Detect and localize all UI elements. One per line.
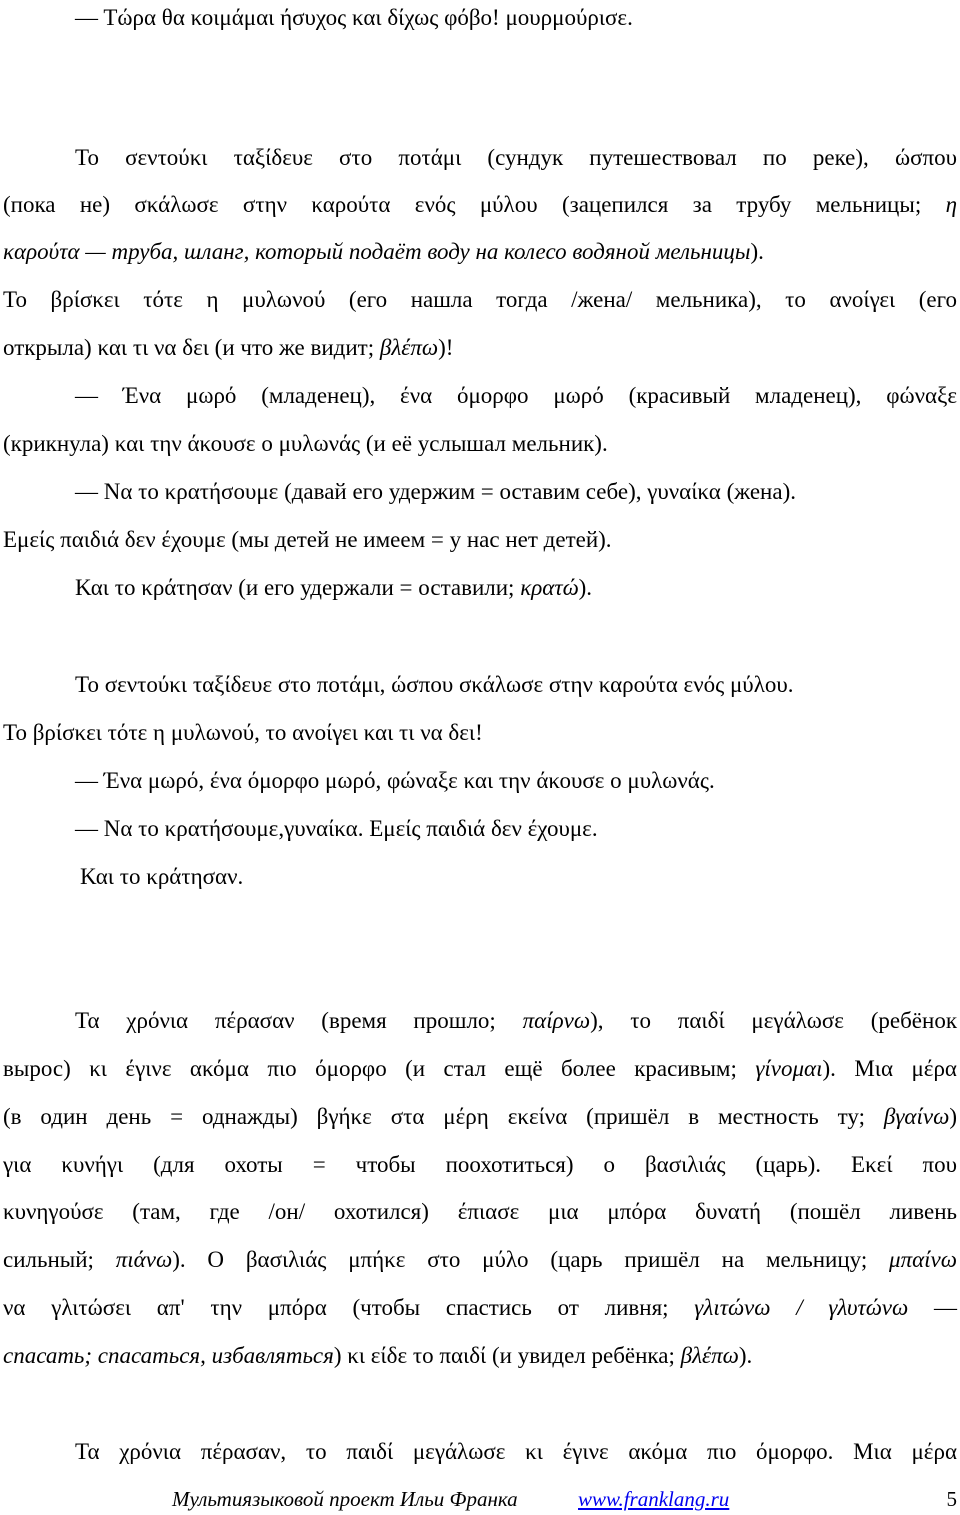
text-line bbox=[3, 190, 957, 220]
text-line bbox=[3, 1054, 957, 1084]
text-line: για κυνήγι (для охоты = чтобы поохотиться) ο βασιλιάς (царь). Εκεί που bbox=[3, 1152, 957, 1177]
project-name: Мультиязыковой проект Ильи Франка bbox=[172, 1487, 518, 1511]
italic-run: πιάνω bbox=[115, 1247, 173, 1272]
text-run: ). bbox=[750, 239, 764, 264]
text-line: Το βρίσκει τότε η μυλωνού, το ανοίγει και τι να δει! bbox=[3, 720, 483, 745]
text-run: вырос) κι έγινε ακόμα πιο όμορφο (и стал ещё более красивым; bbox=[3, 1056, 756, 1081]
text-run: ). Μια μέρα bbox=[822, 1056, 957, 1081]
italic-run: βγαίνω bbox=[883, 1104, 950, 1129]
text-line: — Τώρα θα κοιμάμαι ήσυχος και δίχως φόβο! μουρμούρισε. bbox=[75, 5, 633, 30]
text-run: ) bbox=[949, 1104, 957, 1129]
text-run: Τα χρόνια πέρασαν (время прошло; bbox=[75, 1008, 523, 1033]
text-run: )! bbox=[438, 335, 454, 360]
page-number: 5 bbox=[946, 1487, 957, 1511]
italic-run: спасать; спасаться, избавляться bbox=[3, 1343, 334, 1368]
text-run: (в один день = однажды) βγήκε στα μέρη εκείνα (пришёл в местность ту; bbox=[3, 1104, 884, 1129]
website-link[interactable]: www.franklang.ru bbox=[578, 1487, 730, 1511]
italic-run: γλιτώνω / γλυτώνω bbox=[694, 1295, 909, 1320]
italic-run: καρούτα — труба, шланг, который подаёт воду на колесо водяной мельницы bbox=[3, 239, 751, 264]
text-line bbox=[3, 1102, 957, 1132]
text-run: сильный; bbox=[3, 1247, 116, 1272]
text-line: — Ένα μωρό, ένα όμορφο μωρό, φώναξε και την άκουσε ο μυλωνάς. bbox=[75, 768, 715, 793]
text-run: ). bbox=[738, 1343, 753, 1368]
text-run: ). bbox=[578, 575, 593, 600]
italic-run: βλέπω bbox=[379, 335, 439, 360]
text-line bbox=[3, 1293, 957, 1323]
text-line: κυνηγούσε (там, где /он/ охотился) έπιασε μια μπόρα δυνατή (пошёл ливень bbox=[3, 1199, 957, 1224]
page-footer bbox=[0, 1485, 960, 1515]
text-line: Το βρίσκει τότε η μυλωνού (его нашла тогда /жена/ мельника), το ανοίγει (его bbox=[3, 287, 957, 312]
text-line: Το σεντούκι ταξίδευε στο ποτάμι (сундук путешествовал по реке), ώσπου bbox=[75, 145, 957, 170]
text-line: — Ένα μωρό (младенец), ένα όμορφο μωρό (красивый младенец), φώναξε bbox=[75, 383, 957, 408]
italic-run: η bbox=[945, 192, 957, 217]
text-run: ) κι είδε το παιδί (и увидел ребёнка; bbox=[333, 1343, 681, 1368]
text-line: (крикнула) και την άκουσε ο μυλωνάς (и её услышал мельник). bbox=[3, 431, 608, 456]
text-line bbox=[3, 1341, 957, 1371]
text-run: ), το παιδί μεγάλωσε (ребёнок bbox=[590, 1008, 958, 1033]
text-line: Και το κράτησαν. bbox=[80, 864, 244, 889]
text-line: Τα χρόνια πέρασαν, το παιδί μεγάλωσε κι έγινε ακόμα πιο όμορφο. Μια μέρα bbox=[75, 1439, 957, 1464]
text-line: — Να το κρατήσουμε,γυναίκα. Εμείς παιδιά δεν έχουμε. bbox=[75, 816, 598, 841]
italic-run: παίρνω bbox=[522, 1008, 591, 1033]
italic-run: κρατώ bbox=[520, 575, 579, 600]
text-run: ). Ο βασιλιάς μπήκε στο μύλο (царь пришёл на мельницу; bbox=[172, 1247, 890, 1272]
text-run: (пока не) σκάλωσε στην καρούτα ενός μύλου (зацепился за трубу мельницы; bbox=[3, 192, 946, 217]
text-line bbox=[3, 1245, 957, 1275]
italic-run: βλέπω bbox=[680, 1343, 739, 1368]
text-line bbox=[3, 1006, 957, 1036]
text-run: Και το κράτησαν (и его удержали = оставили; bbox=[75, 575, 521, 600]
italic-run: μπαίνω bbox=[889, 1247, 958, 1272]
text-line: Το σεντούκι ταξίδευε στο ποτάμι, ώσπου σκάλωσε στην καρούτα ενός μύλου. bbox=[75, 672, 794, 697]
text-line bbox=[3, 237, 957, 267]
text-line: Εμείς παιδιά δεν έχουμε (мы детей не имеем = у нас нет детей). bbox=[3, 527, 612, 552]
text-run: — bbox=[908, 1295, 957, 1320]
text-run: να γλιτώσει απ' την μπόρα (чтобы спастись от ливня; bbox=[3, 1295, 695, 1320]
italic-run: γίνομαι bbox=[755, 1056, 823, 1081]
text-line: — Να το κρατήσουμε (давай его удержим = оставим себе), γυναίκα (жена). bbox=[75, 479, 796, 504]
text-line bbox=[3, 333, 957, 363]
text-line bbox=[3, 573, 957, 603]
text-run: открыла) και τι να δει (и что же видит; bbox=[3, 335, 380, 360]
